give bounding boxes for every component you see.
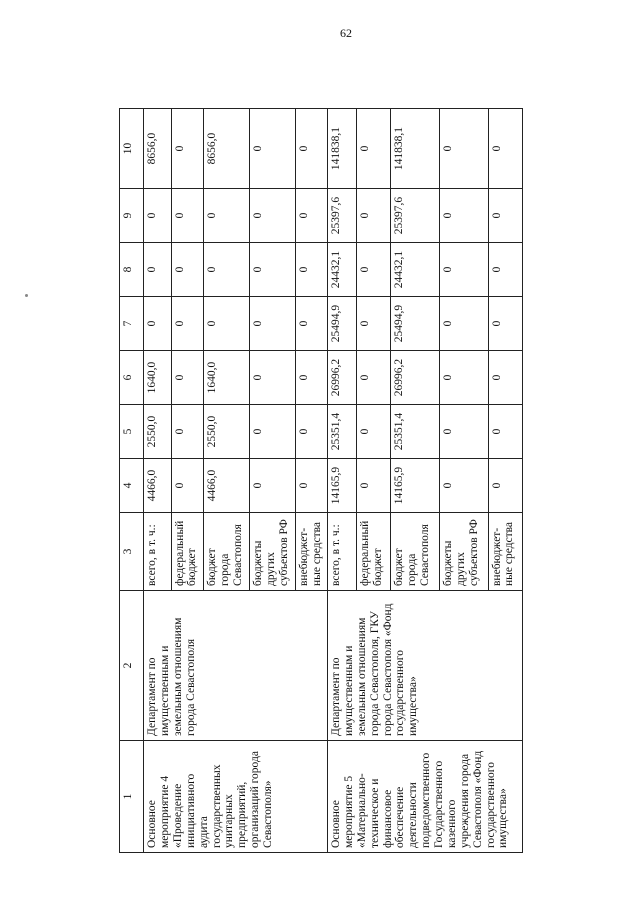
col-header-5: 5: [120, 405, 144, 459]
value-cell: 0: [295, 405, 327, 459]
value-cell: 0: [295, 243, 327, 297]
funding-source: бюджеты других субъектов РФ: [249, 513, 295, 591]
value-cell: 0: [171, 109, 203, 189]
value-cell: 0: [295, 459, 327, 513]
value-cell: 0: [249, 109, 295, 189]
value-cell: 0: [144, 243, 171, 297]
value-cell: 0: [356, 243, 390, 297]
col-header-6: 6: [120, 351, 144, 405]
value-cell: 141838,1: [328, 109, 357, 189]
value-cell: 0: [295, 109, 327, 189]
value-cell: 0: [144, 297, 171, 351]
funding-source: бюджет города Севастополя: [391, 513, 440, 591]
value-cell: 25494,9: [391, 297, 440, 351]
measure-executor: Департамент по имущественным и земельным отношениям города Севастополя, ГКУ города Севастополя «Фонд государственного имущества»: [328, 591, 523, 741]
value-cell: 0: [249, 351, 295, 405]
value-cell: 0: [203, 189, 249, 243]
value-cell: 0: [356, 459, 390, 513]
value-cell: 0: [144, 189, 171, 243]
value-cell: 4466,0: [144, 459, 171, 513]
value-cell: 25351,4: [328, 405, 357, 459]
value-cell: 0: [171, 243, 203, 297]
header-row: [120, 109, 144, 853]
value-cell: 0: [439, 189, 488, 243]
value-cell: 0: [356, 297, 390, 351]
value-cell: 25397,6: [391, 189, 440, 243]
value-cell: 0: [171, 459, 203, 513]
table-row: [328, 109, 357, 853]
funding-source: внебюджет-ные средства: [488, 513, 522, 591]
value-cell: 0: [488, 459, 522, 513]
value-cell: 0: [171, 405, 203, 459]
rotated-table-wrapper: [119, 109, 523, 853]
value-cell: 0: [488, 351, 522, 405]
value-cell: 0: [295, 297, 327, 351]
value-cell: 0: [203, 297, 249, 351]
col-header-10: 10: [120, 109, 144, 189]
value-cell: 0: [439, 109, 488, 189]
value-cell: 0: [171, 297, 203, 351]
measure-name: Основное мероприятие 5 «Материально-техническое и финансовое обеспечение деятельности подведомственного Государственного казенного учреждения города Севастополя «Фонд государственного имущества»: [328, 741, 523, 853]
value-cell: 0: [203, 243, 249, 297]
scan-dot: [25, 294, 28, 297]
page-number: 62: [340, 26, 352, 40]
value-cell: 0: [249, 243, 295, 297]
value-cell: 14165,9: [391, 459, 440, 513]
funding-source: федеральный бюджет: [171, 513, 203, 591]
value-cell: 25494,9: [328, 297, 357, 351]
col-header-4: 4: [120, 459, 144, 513]
value-cell: 0: [439, 405, 488, 459]
value-cell: 8656,0: [203, 109, 249, 189]
value-cell: 0: [171, 351, 203, 405]
value-cell: 0: [439, 297, 488, 351]
value-cell: 1640,0: [203, 351, 249, 405]
measure-executor: Департамент по имущественным и земельным отношениям города Севастополя: [144, 591, 328, 741]
value-cell: 0: [356, 351, 390, 405]
funding-source: внебюджет-ные средства: [295, 513, 327, 591]
value-cell: 0: [249, 297, 295, 351]
col-header-2: 2: [120, 591, 144, 741]
funding-source: всего, в т. ч.:: [328, 513, 357, 591]
value-cell: 25351,4: [391, 405, 440, 459]
value-cell: 2550,0: [144, 405, 171, 459]
col-header-7: 7: [120, 297, 144, 351]
value-cell: 0: [488, 189, 522, 243]
col-header-9: 9: [120, 189, 144, 243]
table-row: [144, 109, 171, 853]
col-header-3: 3: [120, 513, 144, 591]
funding-source: бюджет города Севастополя: [203, 513, 249, 591]
value-cell: 0: [488, 405, 522, 459]
value-cell: 0: [171, 189, 203, 243]
measure-name: Основное мероприятие 4 «Проведение инициативного аудита государственных унитарных предприятий, организаций города Севастополя»: [144, 741, 328, 853]
funding-table: [119, 108, 523, 853]
funding-source: федеральный бюджет: [356, 513, 390, 591]
funding-source: всего, в т. ч.:: [144, 513, 171, 591]
value-cell: 25397,6: [328, 189, 357, 243]
col-header-8: 8: [120, 243, 144, 297]
value-cell: 0: [295, 189, 327, 243]
value-cell: 0: [439, 351, 488, 405]
value-cell: 26996,2: [328, 351, 357, 405]
value-cell: 24432,1: [328, 243, 357, 297]
value-cell: 0: [439, 459, 488, 513]
value-cell: 14165,9: [328, 459, 357, 513]
value-cell: 0: [488, 109, 522, 189]
funding-source: бюджеты других субъектов РФ: [439, 513, 488, 591]
col-header-1: 1: [120, 741, 144, 853]
value-cell: 0: [356, 189, 390, 243]
value-cell: 8656,0: [144, 109, 171, 189]
value-cell: 4466,0: [203, 459, 249, 513]
value-cell: 0: [249, 459, 295, 513]
value-cell: 0: [249, 189, 295, 243]
value-cell: 0: [356, 109, 390, 189]
value-cell: 2550,0: [203, 405, 249, 459]
value-cell: 0: [488, 297, 522, 351]
value-cell: 0: [249, 405, 295, 459]
value-cell: 0: [356, 405, 390, 459]
value-cell: 0: [488, 243, 522, 297]
value-cell: 26996,2: [391, 351, 440, 405]
value-cell: 1640,0: [144, 351, 171, 405]
value-cell: 0: [295, 351, 327, 405]
value-cell: 24432,1: [391, 243, 440, 297]
value-cell: 141838,1: [391, 109, 440, 189]
value-cell: 0: [439, 243, 488, 297]
